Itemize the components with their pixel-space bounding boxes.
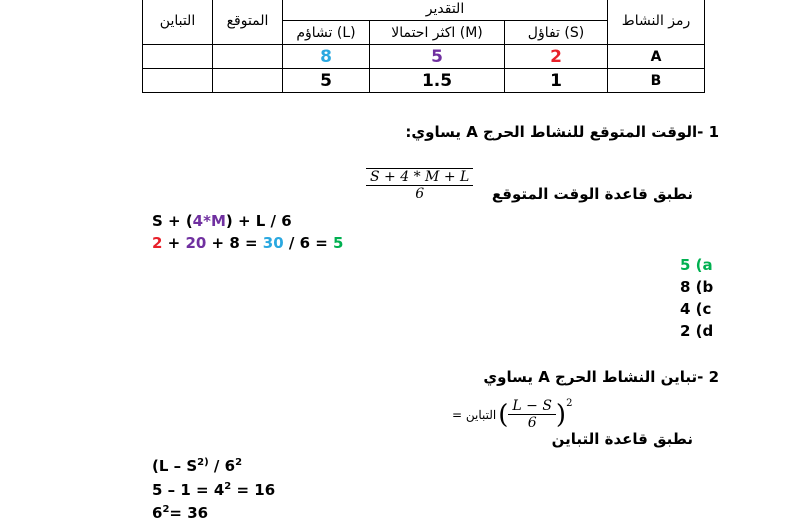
q1-options xyxy=(680,256,713,344)
formula-exponent: 2 xyxy=(566,398,573,409)
pessimistic-cell: 5 xyxy=(283,69,370,93)
table-row xyxy=(143,45,705,69)
expected-time-formula xyxy=(366,168,473,202)
activity-cell: A xyxy=(608,45,705,69)
option-b[interactable]: 8 (b xyxy=(680,278,714,296)
optimistic-header: تفاؤل (S) xyxy=(505,21,608,45)
q2-apply-text: نطبق قاعدة التباين xyxy=(551,430,693,448)
optimistic-cell: 1 xyxy=(505,69,608,93)
table-row xyxy=(143,69,705,93)
formula-numerator: L − S xyxy=(508,398,556,415)
most-likely-cell: 1.5 xyxy=(370,69,505,93)
option-a[interactable]: 5 (a xyxy=(680,256,713,274)
pessimistic-header: تشاؤم (L) xyxy=(283,21,370,45)
activity-code-header: رمز النشاط xyxy=(608,0,705,45)
estimates-table xyxy=(142,0,705,93)
pessimistic-cell: 8 xyxy=(283,45,370,69)
q1-work-line-1: S + (4*M) + L / 6 xyxy=(152,212,292,230)
q1-work-line-2: 2 + 20 + 8 = 30 / 6 = 5 xyxy=(152,234,344,252)
expected-cell xyxy=(213,69,283,93)
q1-apply-text: نطبق قاعدة الوقت المتوقع xyxy=(491,185,693,203)
variance-cell xyxy=(143,69,213,93)
formula-denominator: 6 xyxy=(527,415,537,431)
formula-denominator: 6 xyxy=(415,186,425,202)
formula-numerator: S + 4 * M + L xyxy=(366,168,473,186)
optimistic-cell: 2 xyxy=(505,45,608,69)
estimate-header: التقدير xyxy=(283,0,608,21)
option-c[interactable]: 4 (c xyxy=(680,300,712,318)
expected-header: المتوقع xyxy=(213,0,283,45)
q2-work-line-1: ($L - S^{2)} / 6^2$ xyxy=(152,457,243,475)
most-likely-cell: 5 xyxy=(370,45,505,69)
variance-cell xyxy=(143,45,213,69)
variance-formula: التباين = ( $\frac{L - S}{6}$ ) $^2$ xyxy=(452,398,573,431)
formula-lhs: التباين = xyxy=(452,407,497,422)
most-likely-header: اكثر احتمالا (M) xyxy=(370,21,505,45)
activity-cell: B xyxy=(608,69,705,93)
q2-work-line-2: $5 - 1 = 4^2 = 16$ xyxy=(152,481,276,499)
expected-cell xyxy=(213,45,283,69)
q1-title: 1 -الوقت المتوقع للنشاط الحرج A يساوي: xyxy=(405,123,719,141)
variance-header: التباين xyxy=(143,0,213,45)
q2-title: 2 -تباين النشاط الحرج A يساوي xyxy=(483,368,719,386)
option-d[interactable]: 2 (d xyxy=(680,322,714,340)
q2-work-line-3: $6^2= 36$ xyxy=(152,504,209,522)
